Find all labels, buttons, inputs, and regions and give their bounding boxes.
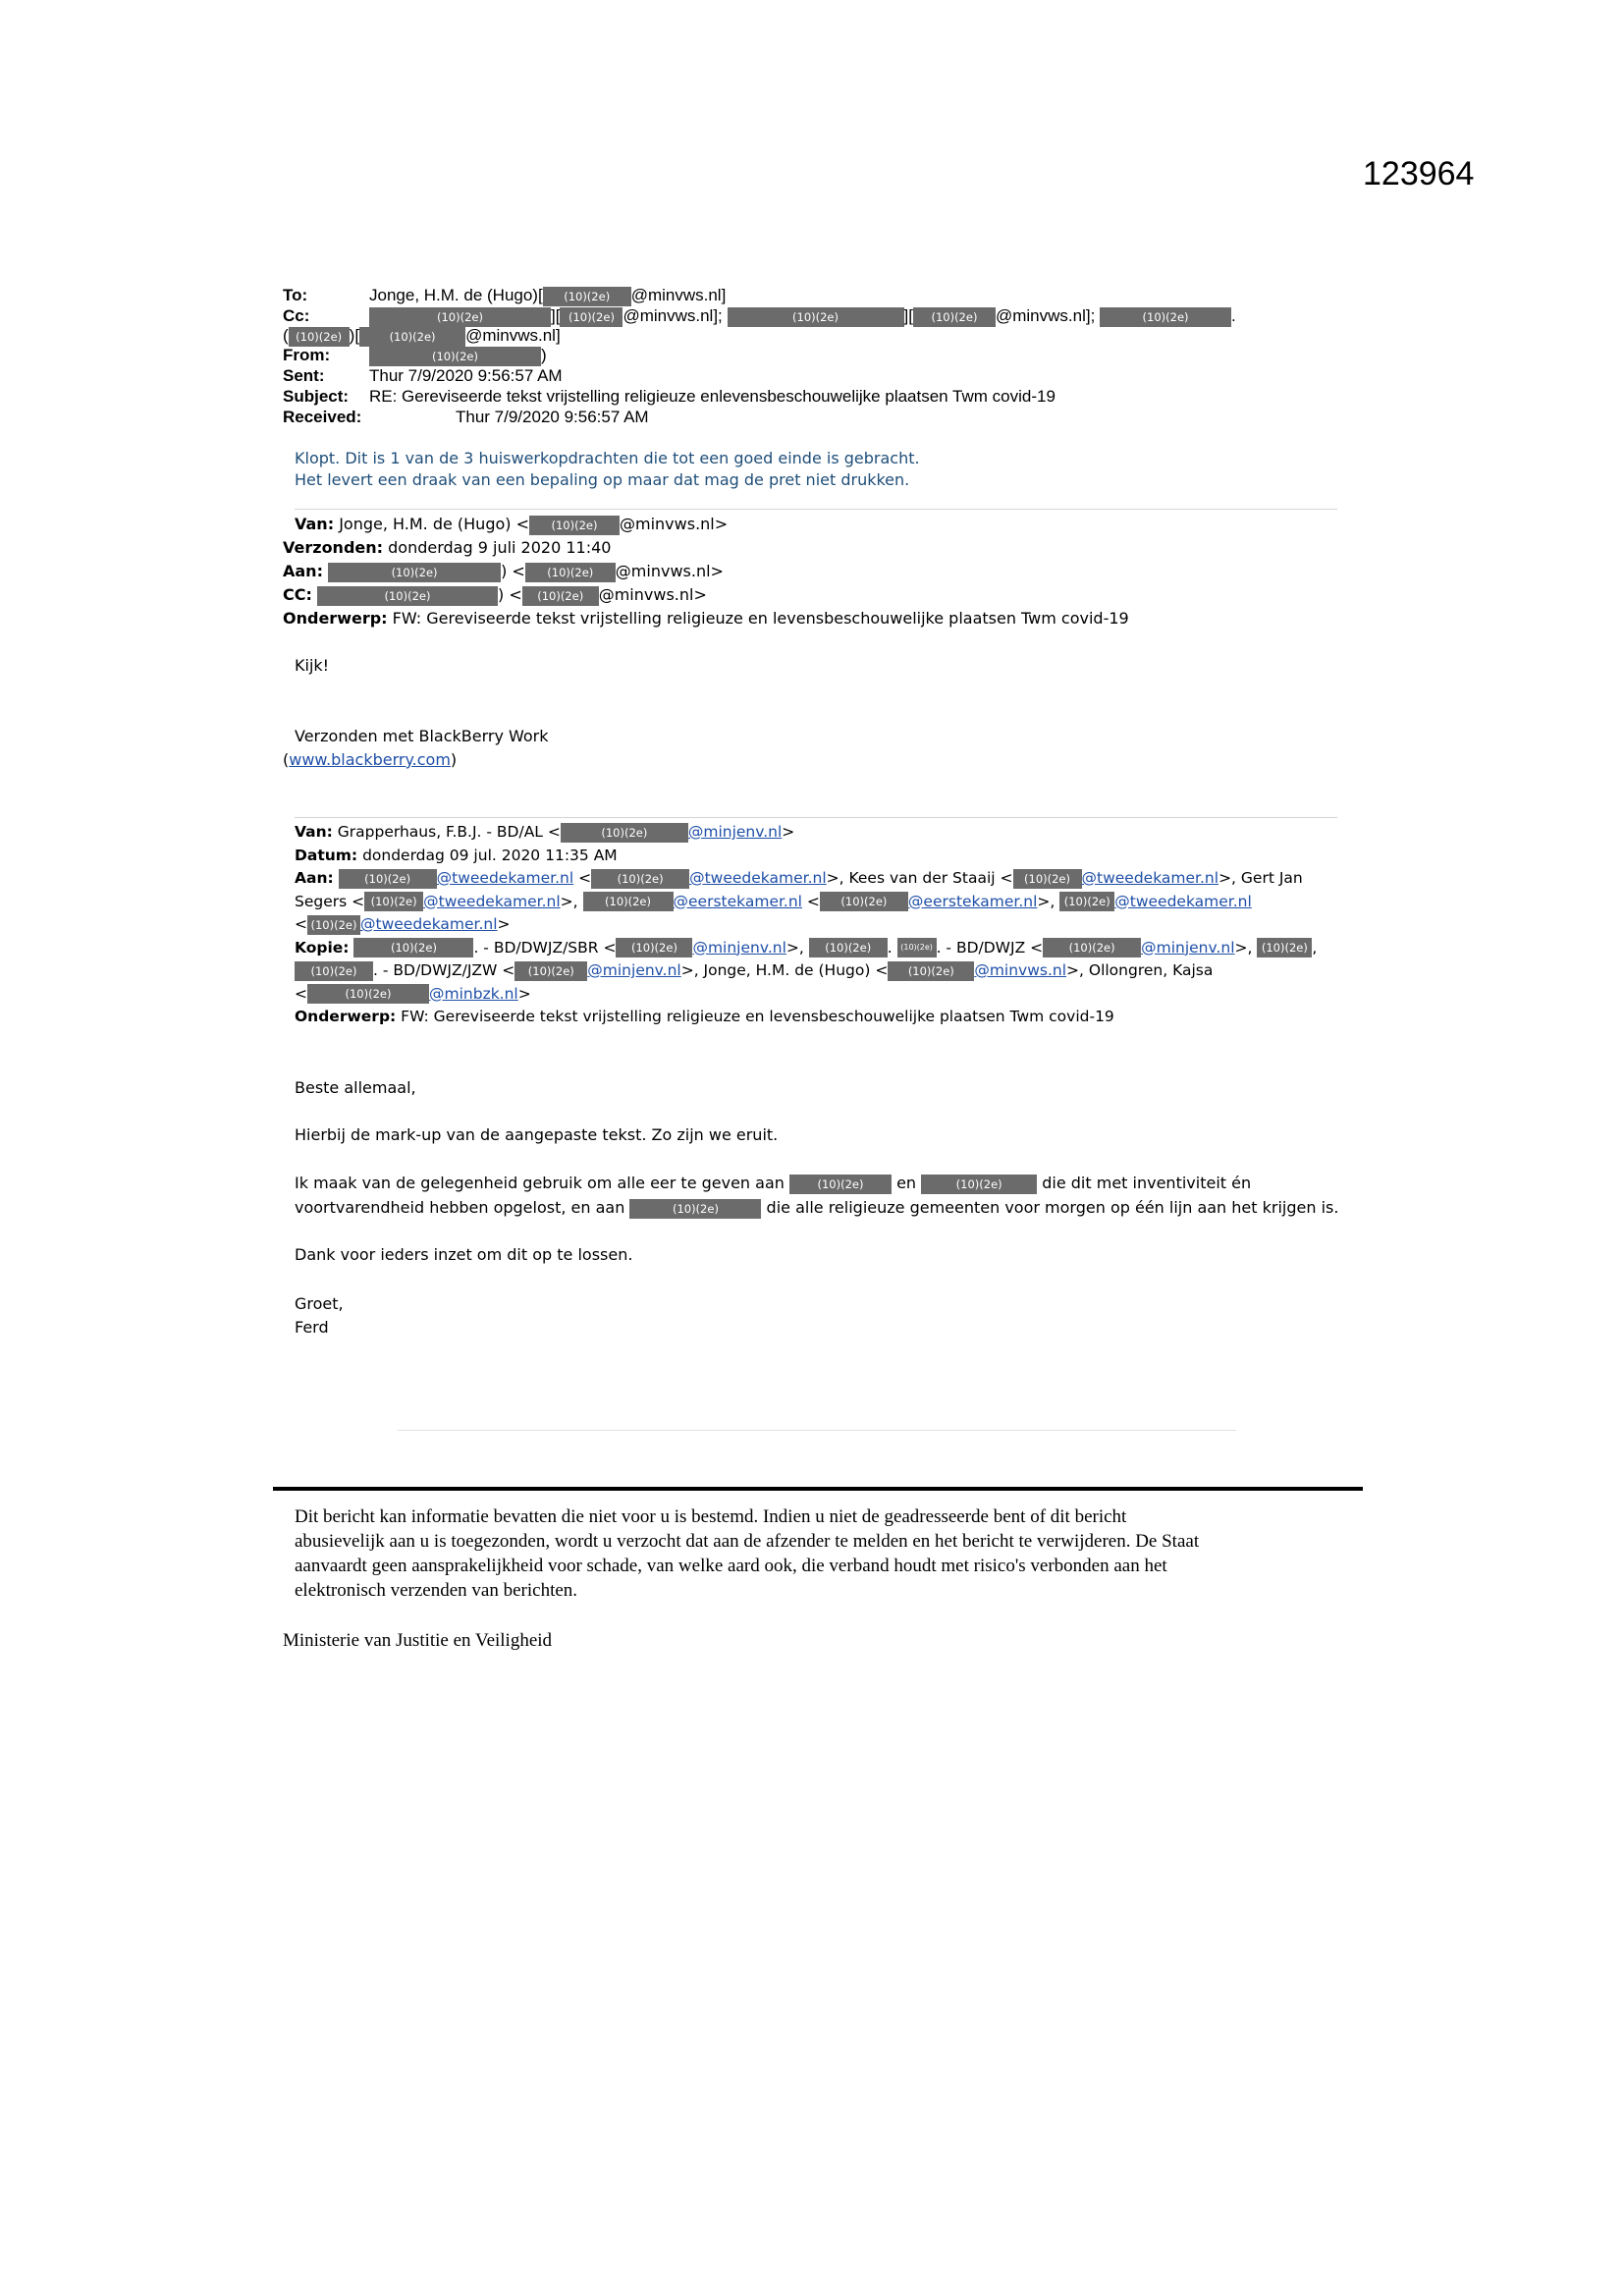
redaction-box: (10)(2e) xyxy=(809,938,888,957)
message-paragraph-2: Ik maak van de gelegenheid gebruik om alle eer te geven aan (10)(2e) en (10)(2e) die dit met inventiviteit én voortvarendheid hebben opgelost, en aan (10)(2e) die alle religieuze gemeenten voor morgen op één lijn aan het krijgen is. xyxy=(295,1174,1339,1217)
forward-header-2: Van: Grapperhaus, F.B.J. - BD/AL < (10)(2e) @minjenv.nl> Datum: donderdag 09 jul. 2020 11:35 AM Aan: (10)(2e) @tweedekamer.nl < (10)(2e) @tweedekamer.nl>, Kees van der Staaij < (10)(2e) @tweedekamer.nl>, Gert Jan Segers < (10)(2e) @tweedekamer.nl>, (10)(2e) @eerstekamer.nl < (10)(2e) @eerstekamer.nl>, (10)(2e) @tweedekamer.nl < (10)(2e) @tweedekamer.nl> Kopie: (10)(2e) . - BD/DWJZ/SBR < (10)(2e) @minjenv.nl>, (10)(2e) . (10)(2e) . - BD/DWJZ < (10)(2e) @minjenv.nl>, (10)(2e) , (10)(2e) . - BD/DWJZ/JZW < (10)(2e) @minjenv.nl>, Jonge, H.M. de (Hugo) < (10)(2e) @minvws.nl>, Ollongren, Kajsa < (10)(2e) @minbzk.nl> Onderwerp: FW: Gereviseerde tekst vrijstelling religieuze en levensbeschouwelijke plaatsen Twm covid-19 xyxy=(295,823,1318,1025)
redaction-box: (10)(2e) xyxy=(583,892,674,911)
redaction-box: (10)(2e) xyxy=(522,586,599,606)
email-link[interactable]: @minbzk.nl xyxy=(429,984,518,1003)
redaction-box: (10)(2e) xyxy=(728,307,904,327)
redaction-box: (10)(2e) xyxy=(307,915,360,935)
email-link[interactable]: @tweedekamer.nl xyxy=(360,915,498,933)
redaction-box: (10)(2e) xyxy=(328,563,501,582)
sent-value: Thur 7/9/2020 9:56:57 AM xyxy=(369,366,563,385)
redaction-box: (10)(2e) xyxy=(888,961,974,981)
signature-line: Verzonden met BlackBerry Work xyxy=(295,727,549,745)
blackberry-link[interactable]: www.blackberry.com xyxy=(289,750,451,769)
redaction-box: (10)(2e) xyxy=(514,961,587,981)
to-label: To: xyxy=(283,286,308,304)
forward-header-1: Van: Jonge, H.M. de (Hugo) < (10)(2e) @minvws.nl> Verzonden: donderdag 9 juli 2020 11:40 Aan: (10)(2e) ) < (10)(2e) @minvws.nl> CC: (10)(2e) ) < (10)(2e) @minvws.nl> Onderwerp: FW: Gereviseerde tekst vrijstelling religieuze en levensbeschouwelijke plaatsen Twm covid-19 xyxy=(283,515,1129,628)
redaction-box: (10)(2e) xyxy=(289,327,350,347)
email-link[interactable]: @tweedekamer.nl xyxy=(1081,869,1219,887)
redaction-box: (10)(2e) xyxy=(525,563,616,582)
subject-value: RE: Gereviseerde tekst vrijstelling religieuze enlevensbeschouwelijke plaatsen Twm covid-19 xyxy=(369,387,1056,406)
redaction-box: (10)(2e) xyxy=(897,938,937,957)
redaction-box: (10)(2e) xyxy=(543,287,631,306)
redaction-box: (10)(2e) xyxy=(1059,892,1114,911)
subject-label: Subject: xyxy=(283,387,350,406)
redaction-box: (10)(2e) xyxy=(629,1199,761,1219)
message-paragraph-1: Hierbij de mark-up van de aangepaste tekst. Zo zijn we eruit. xyxy=(295,1125,779,1144)
redaction-box: (10)(2e) xyxy=(295,961,373,981)
redaction-box: (10)(2e) xyxy=(317,586,498,606)
redaction-box: (10)(2e) xyxy=(591,869,689,889)
from-value: (10)(2e) ) xyxy=(369,345,547,366)
redaction-box: (10)(2e) xyxy=(789,1175,892,1194)
message-greeting: Beste allemaal, xyxy=(295,1078,416,1097)
email-link[interactable]: @tweedekamer.nl xyxy=(1114,892,1252,910)
redaction-box: (10)(2e) xyxy=(820,892,908,911)
cc-value: (10)(2e) ][ (10)(2e) @minvws.nl]; (10)(2e) ][ (10)(2e) @minvws.nl]; (10)(2e) . xyxy=(369,305,1236,327)
sent-label: Sent: xyxy=(283,366,325,385)
received-label: Received: xyxy=(283,408,362,426)
from-label: From: xyxy=(283,346,331,364)
redaction-box: (10)(2e) xyxy=(1043,938,1141,957)
divider xyxy=(295,509,1337,510)
to-value: Jonge, H.M. de (Hugo)[ (10)(2e) @minvws.nl] xyxy=(369,286,727,304)
redaction-box: (10)(2e) xyxy=(529,516,620,535)
email-link[interactable]: @tweedekamer.nl xyxy=(436,869,574,887)
email-link[interactable]: @minjenv.nl xyxy=(587,961,681,979)
message-paragraph-3: Dank voor ieders inzet om dit op te lossen. xyxy=(295,1245,633,1264)
email-link[interactable]: @minvws.nl xyxy=(974,961,1067,979)
divider xyxy=(295,817,1337,818)
redaction-box: (10)(2e) xyxy=(921,1175,1037,1194)
redaction-box: (10)(2e) xyxy=(1013,869,1082,889)
reply-text: Klopt. Dit is 1 van de 3 huiswerkopdrachten die tot een goed einde is gebracht. Het levert een draak van een bepaling op maar dat mag de pret niet drukken. xyxy=(295,449,920,489)
signature-link-line: (www.blackberry.com) xyxy=(283,750,458,769)
redaction-box: (10)(2e) xyxy=(369,347,541,366)
redaction-box: (10)(2e) xyxy=(616,938,692,957)
cc-value-continued: ( (10)(2e) )[ (10)(2e) @minvws.nl] xyxy=(283,326,561,345)
redaction-box: (10)(2e) xyxy=(560,307,623,327)
redaction-box: (10)(2e) xyxy=(561,823,688,843)
document-number: 123964 xyxy=(1363,155,1475,192)
email-link[interactable]: @eerstekamer.nl xyxy=(907,892,1038,910)
redaction-box: (10)(2e) xyxy=(913,307,996,327)
email-link[interactable]: @minjenv.nl xyxy=(692,938,786,957)
email-link[interactable]: @tweedekamer.nl xyxy=(423,892,561,910)
cc-label: Cc: xyxy=(283,306,310,325)
message-closing: Groet, Ferd xyxy=(295,1294,344,1337)
email-link[interactable]: @minjenv.nl xyxy=(1141,938,1235,957)
redaction-box: (10)(2e) xyxy=(359,327,465,347)
redaction-box: (10)(2e) xyxy=(364,892,423,911)
ministry-name: Ministerie van Justitie en Veiligheid xyxy=(283,1630,553,1651)
email-link[interactable]: @eerstekamer.nl xyxy=(673,892,802,910)
divider xyxy=(398,1430,1236,1431)
redaction-box: (10)(2e) xyxy=(353,938,473,957)
redaction-box: (10)(2e) xyxy=(1257,938,1312,957)
redaction-box: (10)(2e) xyxy=(339,869,437,889)
redaction-box: (10)(2e) xyxy=(307,984,429,1004)
disclaimer-text: Dit bericht kan informatie bevatten die niet voor u is bestemd. Indien u niet de geadresseerde bent of dit bericht abusievelijk aan u is toegezonden, wordt u verzocht dat aan de afzender te melden en het bericht te verwijderen. De Staat aanvaardt geen aansprakelijkheid voor schade, van welke aard ook, die verband houdt met risico's verbonden aan het elektronisch verzenden van berichten. xyxy=(295,1506,1200,1601)
disclaimer-rule xyxy=(273,1487,1363,1491)
forward-body-1: Kijk! xyxy=(295,656,330,675)
redaction-box: (10)(2e) xyxy=(369,307,551,327)
email-link[interactable]: @minjenv.nl xyxy=(687,823,783,841)
email-link[interactable]: @tweedekamer.nl xyxy=(689,869,827,887)
redaction-box: (10)(2e) xyxy=(1100,307,1231,327)
received-value: Thur 7/9/2020 9:56:57 AM xyxy=(456,408,649,426)
